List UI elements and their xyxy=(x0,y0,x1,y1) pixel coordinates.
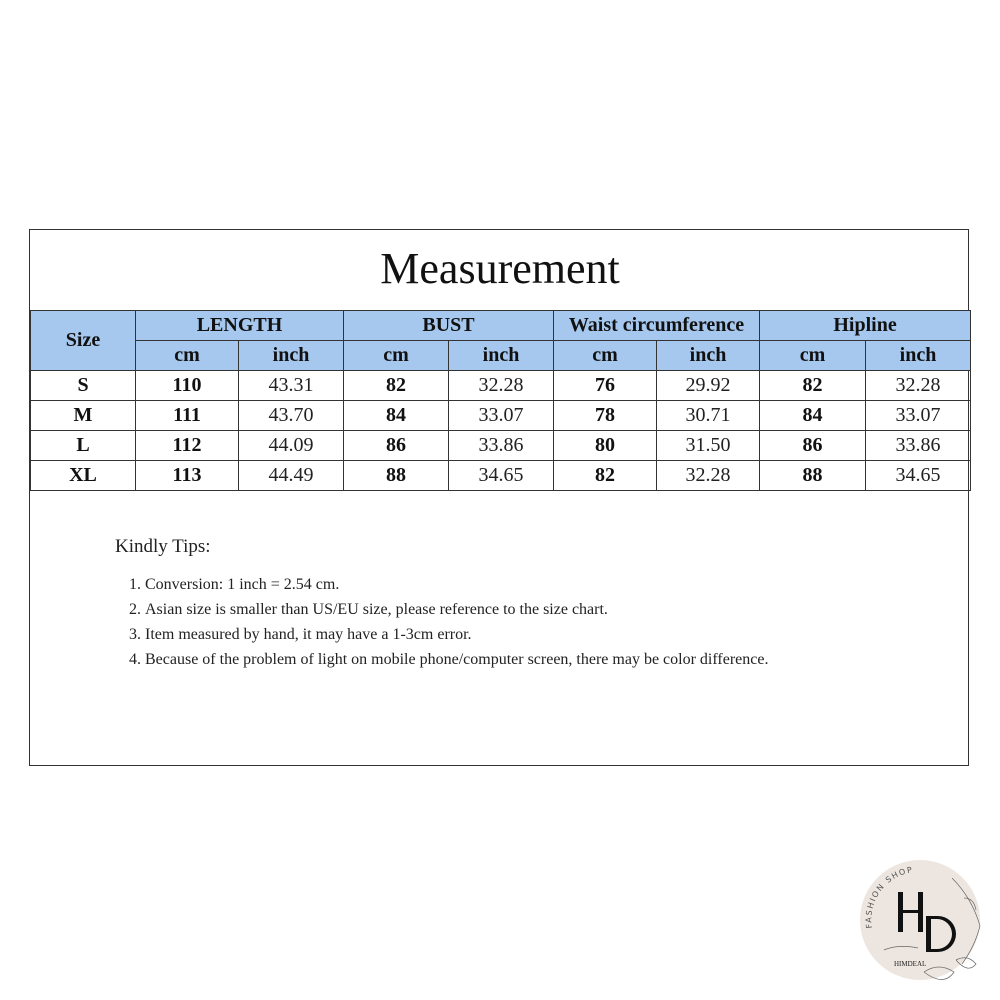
kindly-tips xyxy=(115,536,845,672)
header-size: Size xyxy=(31,311,136,371)
size-table xyxy=(30,310,971,491)
value-cell: 33.86 xyxy=(449,431,554,461)
tip-item: 2. Asian size is smaller than US/EU size, please reference to the size chart. xyxy=(145,597,845,622)
table-row xyxy=(31,371,971,401)
value-cell: 88 xyxy=(344,461,449,491)
value-cell: 88 xyxy=(760,461,866,491)
value-cell: 30.71 xyxy=(657,401,760,431)
svg-text:FASHION SHOP: FASHION SHOP xyxy=(864,865,915,929)
unit-header: cm xyxy=(344,341,449,371)
unit-header: inch xyxy=(449,341,554,371)
value-cell: 76 xyxy=(554,371,657,401)
size-cell: L xyxy=(31,431,136,461)
unit-header: cm xyxy=(760,341,866,371)
unit-header: inch xyxy=(866,341,971,371)
header-bust: BUST xyxy=(344,311,554,341)
page-title: Measurement xyxy=(380,244,620,293)
value-cell: 84 xyxy=(760,401,866,431)
value-cell: 32.28 xyxy=(866,371,971,401)
tip-item: 4. Because of the problem of light on mobile phone/computer screen, there may be color difference. xyxy=(145,647,845,672)
tip-item: 1. Conversion: 1 inch = 2.54 cm. xyxy=(145,572,845,597)
value-cell: 33.07 xyxy=(449,401,554,431)
header-waist: Waist circumference xyxy=(554,311,760,341)
table-row xyxy=(31,461,971,491)
value-cell: 80 xyxy=(554,431,657,461)
value-cell: 31.50 xyxy=(657,431,760,461)
value-cell: 110 xyxy=(136,371,239,401)
header-hipline: Hipline xyxy=(760,311,971,341)
value-cell: 86 xyxy=(760,431,866,461)
value-cell: 44.49 xyxy=(239,461,344,491)
size-cell: M xyxy=(31,401,136,431)
unit-header: cm xyxy=(136,341,239,371)
value-cell: 34.65 xyxy=(866,461,971,491)
value-cell: 82 xyxy=(760,371,866,401)
value-cell: 78 xyxy=(554,401,657,431)
value-cell: 43.31 xyxy=(239,371,344,401)
value-cell: 43.70 xyxy=(239,401,344,431)
value-cell: 82 xyxy=(344,371,449,401)
table-row xyxy=(31,401,971,431)
value-cell: 34.65 xyxy=(449,461,554,491)
header-row-groups xyxy=(31,311,971,341)
unit-header: inch xyxy=(657,341,760,371)
value-cell: 33.86 xyxy=(866,431,971,461)
unit-header: inch xyxy=(239,341,344,371)
value-cell: 86 xyxy=(344,431,449,461)
value-cell: 29.92 xyxy=(657,371,760,401)
value-cell: 33.07 xyxy=(866,401,971,431)
value-cell: 32.28 xyxy=(657,461,760,491)
value-cell: 111 xyxy=(136,401,239,431)
tip-item: 3. Item measured by hand, it may have a 1-3cm error. xyxy=(145,622,845,647)
size-cell: XL xyxy=(31,461,136,491)
size-cell: S xyxy=(31,371,136,401)
himdeal-logo xyxy=(858,858,992,992)
value-cell: 32.28 xyxy=(449,371,554,401)
tips-heading: Kindly Tips: xyxy=(115,536,211,557)
table-row xyxy=(31,431,971,461)
value-cell: 44.09 xyxy=(239,431,344,461)
value-cell: 84 xyxy=(344,401,449,431)
value-cell: 113 xyxy=(136,461,239,491)
unit-header: cm xyxy=(554,341,657,371)
value-cell: 82 xyxy=(554,461,657,491)
header-length: LENGTH xyxy=(136,311,344,341)
header-row-units xyxy=(31,341,971,371)
value-cell: 112 xyxy=(136,431,239,461)
svg-text:HIMDEAL: HIMDEAL xyxy=(894,960,927,968)
